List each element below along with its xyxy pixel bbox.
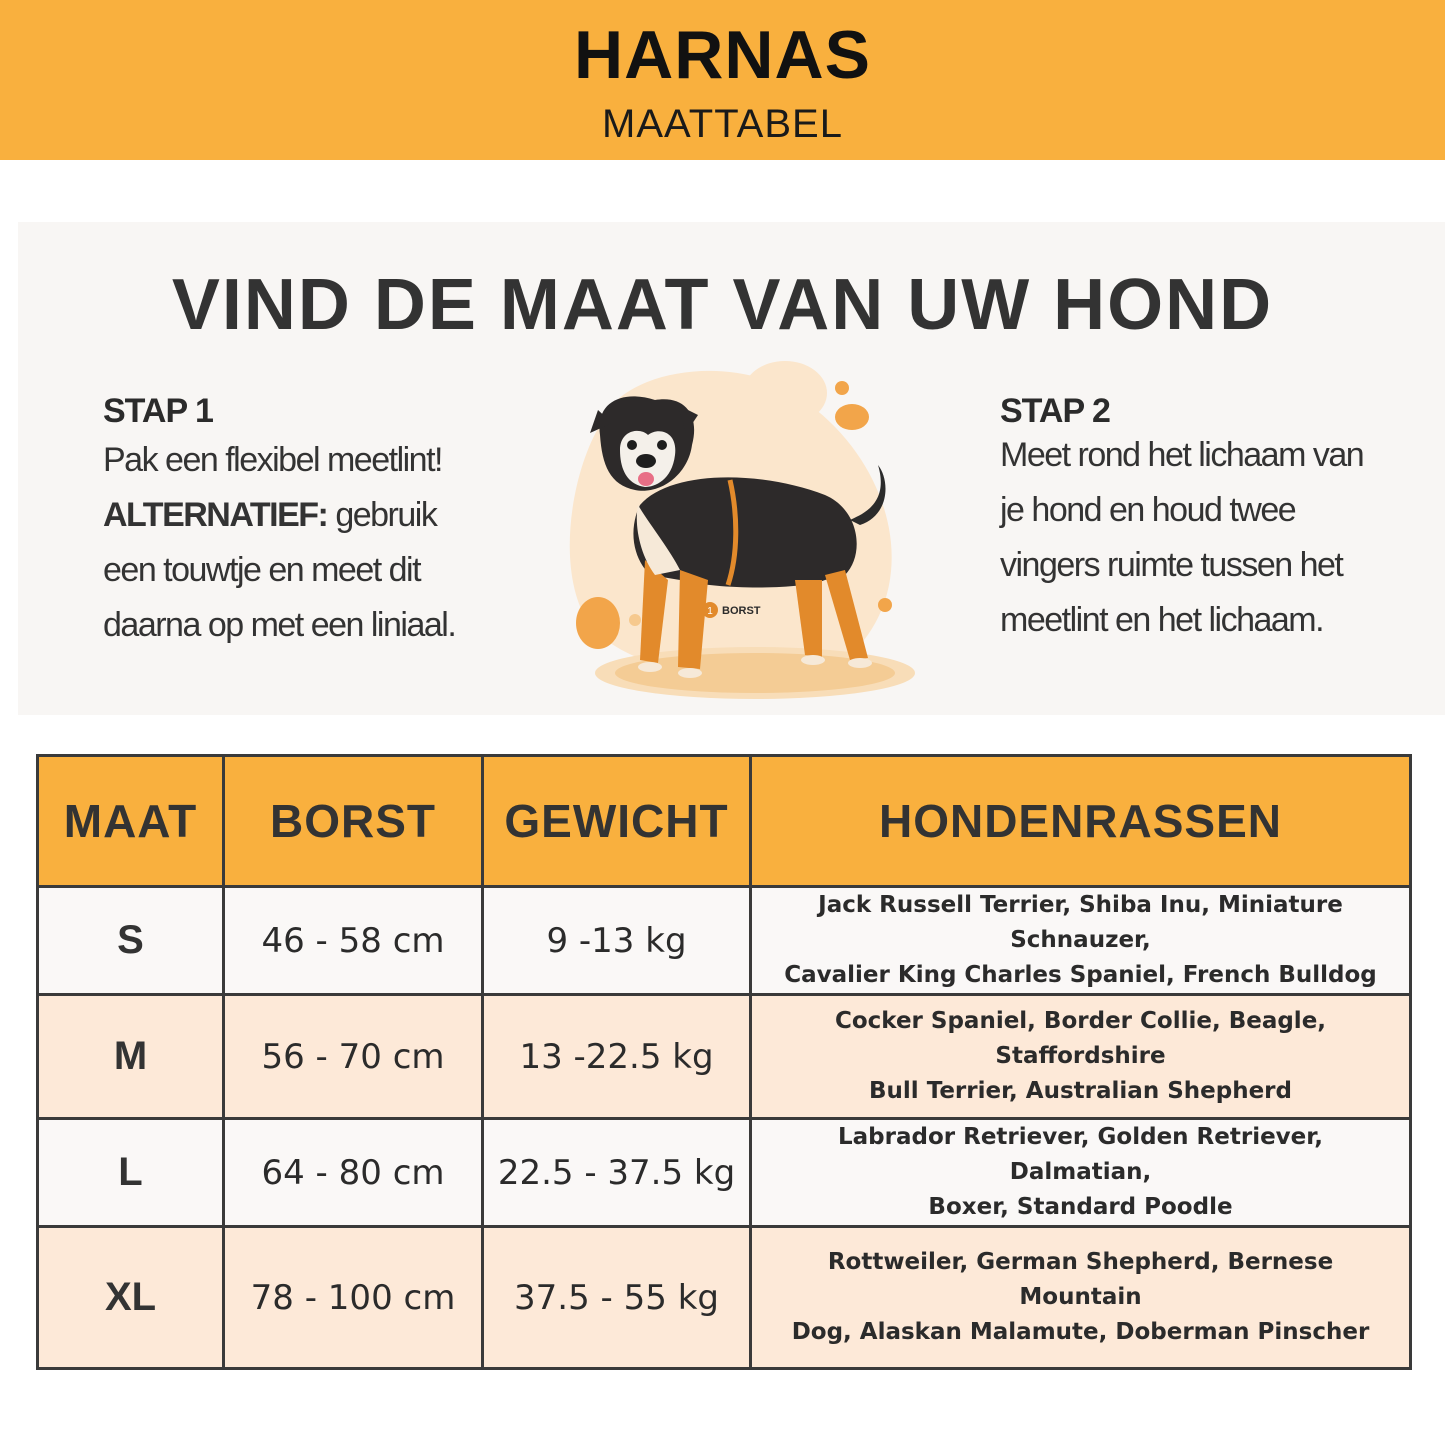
breeds-cell [751,887,1411,995]
step1-text [103,433,455,653]
size-table [36,754,1412,1370]
table-row [38,995,1411,1119]
step1-line2 [103,488,455,543]
step2-line2: je hond en houd twee [1000,491,1296,529]
step1-line2-text: gebruik [327,496,437,534]
step2-line3: vingers ruimte tussen het [1000,546,1343,584]
breeds-line: Bull Terrier, Australian Shepherd [869,1078,1292,1104]
breeds-line: Cavalier King Charles Spaniel, French Bulldog [784,962,1377,988]
breeds-cell [751,1119,1411,1227]
weight-cell: 9 -13 kg [483,887,751,995]
chest-cell: 78 - 100 cm [224,1227,483,1369]
header-banner [0,0,1445,160]
step1-line1: Pak een flexibel meetlint! [103,441,442,479]
breeds-line: Jack Russell Terrier, Shiba Inu, Miniature Schnauzer, [818,892,1343,953]
chest-marker-number: 1 [707,606,713,617]
chest-cell: 64 - 80 cm [224,1119,483,1227]
step1-label: STAP 1 [103,392,213,430]
breeds-line: Rottweiler, German Shepherd, Bernese Mountain [827,1249,1334,1310]
table-row [38,887,1411,995]
header-weight: GEWICHT [483,756,751,887]
dog-illustration [560,355,920,705]
chest-marker-label: BORST [722,605,761,617]
breeds-line: Dog, Alaskan Malamute, Doberman Pinscher [791,1319,1370,1345]
size-cell: L [38,1119,224,1227]
breeds-cell [751,1227,1411,1369]
step1-line4: daarna op met een liniaal. [103,606,456,644]
step2-line4: meetlint en het lichaam. [1000,601,1324,639]
header-breeds: HONDENRASSEN [751,756,1411,887]
weight-cell: 22.5 - 37.5 kg [483,1119,751,1227]
weight-cell: 37.5 - 55 kg [483,1227,751,1369]
breeds-line: Labrador Retriever, Golden Retriever, Dalmatian, [838,1124,1323,1185]
breeds-line: Boxer, Standard Poodle [928,1194,1233,1220]
size-cell: S [38,887,224,995]
step2-line1: Meet rond het lichaam van [1000,436,1364,474]
breeds-cell [751,995,1411,1119]
chest-cell: 46 - 58 cm [224,887,483,995]
step1-line3: een touwtje en meet dit [103,551,421,589]
header-size: MAAT [38,756,224,887]
step2-label: STAP 2 [1000,392,1110,430]
header-chest: BORST [224,756,483,887]
size-cell: M [38,995,224,1119]
table-header-row [38,756,1411,887]
size-cell: XL [38,1227,224,1369]
breeds-line: Cocker Spaniel, Border Collie, Beagle, Staffordshire [834,1008,1327,1069]
guide-title: VIND DE MAAT VAN UW HOND [171,265,1274,345]
alternative-label: ALTERNATIEF: [103,496,328,534]
table-row [38,1227,1411,1369]
chest-cell: 56 - 70 cm [224,995,483,1119]
step2-text [1000,428,1363,648]
table-row [38,1119,1411,1227]
page-title: HARNAS [574,17,871,93]
weight-cell: 13 -22.5 kg [483,995,751,1119]
page-subtitle: MAATTABEL [602,102,843,146]
